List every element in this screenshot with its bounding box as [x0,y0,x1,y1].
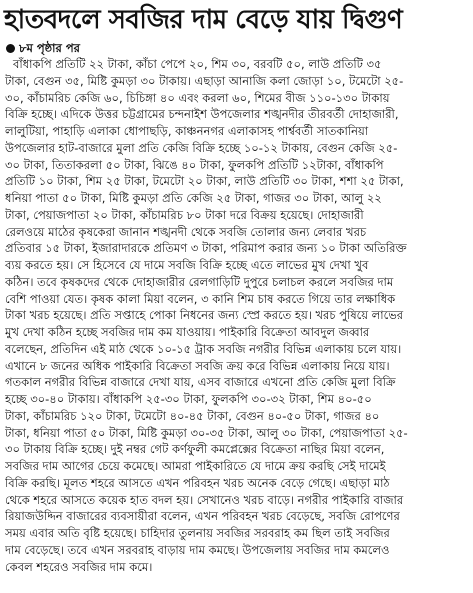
article-line: প্রতিটি ১০ টাকা, শিম ২৫ টাকা, টমেটো ২০ টাকা, লাউ প্রতিটি ৩০ টাকা, শশা ২৫ টাকা, [5,174,404,189]
article-line: ৩০ টাকায় বিক্রি হচ্ছে। দুই নম্বর গেট কর্ণফুলী কমপ্লেক্সের বিক্রেতা নাছির মিয়া বলেন, [5,442,385,457]
article-line: রিয়াজউদ্দিন বাজারের ব্যবসায়ীরা বলেন, এখন পরিবহন খরচ বেড়েছে, সবজি রোপণের [5,509,400,524]
article-line: মুখ দেখা কঠিন হচ্ছে সবজির দাম কম যাওয়ায়। পাইকারি বিক্রেতা আবদুল জব্বার [5,325,370,339]
article-headline: হাতবদলে সবজির দাম বেড়ে যায় দ্বিগুণ [4,5,403,35]
article-line: বাঁধাকপি প্রতিটি ২২ টাকা, কাঁচা পেপে ২০, শিম ৩০, বরবটি ৫০, লাউ প্রতিটি ৩৫ [13,57,382,71]
article-line: হচ্ছে ৩০-৪০ টাকায়। বাঁধাকপি ২৫-৩০ টাকা, ফুলকপি ৩০-৩২ টাকা, শিম ৪০-৫০ [5,392,372,406]
article-line: গতকাল নগরীর বিভিন্ন বাজারে দেখা যায়, এসব বাজারে এখনো প্রতি কেজি মুলা বিক্রি [5,375,396,390]
article-line: টাকা, বেগুন ৩৫, মিষ্টি কুমড়া ৩০ টাকায়। এছাড়া আনাজি কলা জোড়া ১০, টমেটো ২৫- [5,73,404,88]
article-line: উপজেলার হাট-বাজারে মুলা প্রতি কেজি বিক্রি হচ্ছে ১০-১২ টাকায়, বেগুন কেজি ২৫- [5,140,398,155]
article-line: কঠিন। তবে কৃষকদের থেকে দোহাজারীর রেলগাড়িটি দুপুরে চলাচল করলে সবজির দাম [5,274,394,289]
article-line: সময় এবার অতি বৃষ্টি হয়েছে। চাহিদার তুলনায় সবজির সরবরাহ কম ছিল তাই সবজির [5,526,390,540]
article-line: ব্যয় করতে হয়। সে হিসেবে যে দামে সবজি বিক্রি হচ্ছে এতে লাভের মুখ দেখা খুব [5,258,369,272]
article-line: বলেছেন, প্রতিদিন এই মাঠ থেকে ১০-১৫ ট্রাক সবজি নগরীর বিভিন্ন এলাকায় চলে যায়। [5,341,402,356]
article-line: সবজির দাম আগের চেয়ে কমেছে। আমরা পাইকারিতে যে দামে ক্রয় করছি সেই দামেই [5,459,386,473]
article-line: লালুটিয়া, পাহাড়ি এলাকা ধোপাছড়ি, কাঞ্চননগর এলাকাসহ পার্শ্ববর্তী সাতকানিয়া [5,124,369,138]
article-line: এখানে ৮ জনের অধিক পাইকারি বিক্রেতা সবজি ক্রয় করে বিভিন্ন এলাকায় নিয়ে যায়। [5,358,390,373]
article-line: বিক্রি করছি। মূলত শহরে আসতে এখন পরিবহন খরচ অনেক বেড়ে গেছে। এছাড়া মাঠ [5,475,390,490]
article-line: দাম বেড়েছে। তবে এখন সরবরাহ বাড়ায় দাম কমছে। উপজেলায় সবজির দাম কমলেও [5,542,390,557]
article-body [5,56,470,575]
article-line: প্রতিবার ১৫ টাকা, ইজারাদারকে প্রতিমণ ৩ টাকা, পরিমাপ করার জন্য ১০ টাকা অতিরিক্ত [5,241,407,256]
article-line: থেকে শহরে আসতে কয়েক হাত বদল হয়। সেখানেও খরচ বাড়ে। নগরীর পাইকারি বাজার [5,492,404,507]
article-line: ৩০, কাঁচামরিচ কেজি ৬০, চিচিঙ্গা ৪০ এবং করলা ৬০, শিমের বীজ ১১০-১৩০ টাকায় [5,90,390,105]
article-line: টাকা খরচ হয়েছে। প্রতি সপ্তাহে পোকা নিধনের জন্য স্প্রে করতে হয়। খরচ পুষিয়ে লাভের [5,308,404,323]
article-line: টাকা, কাঁচামরিচ ১২০ টাকা, টমেটো ৪০-৪৫ টাকা, বেগুন ৪০-৫০ টাকা, গাজর ৪০ [5,408,380,423]
article-line: কেবল শহরেও সবজির দাম কমে। [5,559,153,574]
article-line: টাকা, পেয়াজপাতা ২০ টাকা, কাঁচামরিচ ৮০ টাকা দরে বিক্রয় হয়েছে। দোহাজারী [5,207,364,222]
article-line: ৩০ টাকা, তিতাকরলা ৫০ টাকা, ঝিঙে ৪০ টাকা, ফুলকপি প্রতিটি ১২টাকা, বাঁধাকপি [5,157,384,172]
bullet-icon [6,44,15,53]
continued-from-label [6,40,80,56]
article-line: বেশি পাওয়া যেত। কৃষক কালা মিয়া বলেন, ৩ কানি শিম চাষ করতে গিয়ে তার লক্ষাধিক [5,291,396,306]
article-line: টাকা, ধনিয়া পাতা ৫০ টাকা, মিষ্টি কুমড়া ৩০-৩৫ টাকা, আলু ৩০ টাকা, পেয়াজপাতা ২৫- [5,425,408,440]
article-line: বিক্রি হচ্ছে। এদিকে উত্তর চট্টগ্রামের চন্দনাইশ উপজেলার শঙ্খনদীর তীরবর্তী দোহাজারী, [5,107,399,122]
continued-from-text: ৮ম পৃষ্ঠার পর [19,41,80,55]
article-line: ধনিয়া পাতা ৫০ টাকা, মিষ্টি কুমড়া প্রতি কেজি ২৫ টাকা, গাজর ৩০ টাকা, আলু ২২ [5,191,382,205]
article-line: রেলওয়ে মাঠের কৃষকেরা জানান শঙ্খনদী থেকে সবজি তোলার জন্য লেবার খরচ [5,224,367,239]
